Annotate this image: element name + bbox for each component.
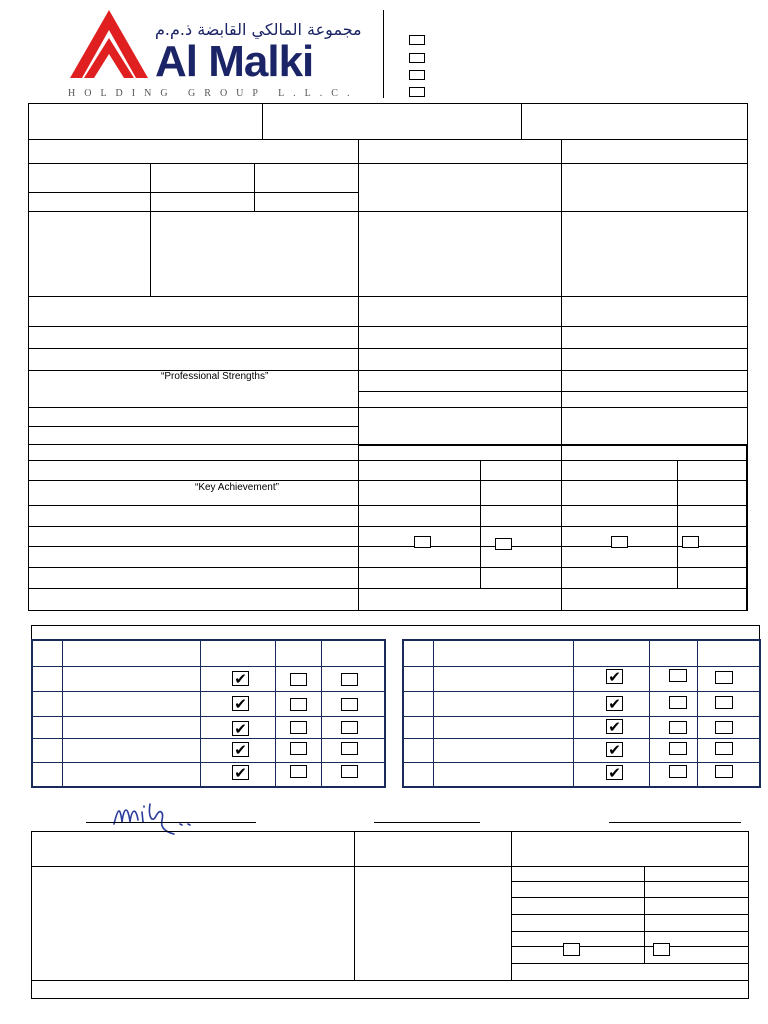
right-row1-box2[interactable] [669, 669, 687, 682]
brand-name: Al Malki [155, 37, 314, 86]
right-row4-box3[interactable] [715, 742, 733, 755]
left-row2-box2[interactable] [290, 698, 307, 711]
rating-section-frame [31, 625, 760, 639]
left-row5-box3[interactable] [341, 765, 358, 778]
left-row1-check[interactable]: ✔ [232, 671, 249, 686]
right-row3-box2[interactable] [669, 721, 687, 734]
left-row2-box3[interactable] [341, 698, 358, 711]
right-row1-box3[interactable] [715, 671, 733, 684]
right-row4-check[interactable]: ✔ [606, 742, 623, 757]
rating-table-right [402, 639, 761, 788]
right-row5-box2[interactable] [669, 765, 687, 778]
left-row5-box2[interactable] [290, 765, 307, 778]
signature-line-2 [374, 822, 480, 823]
right-row3-box3[interactable] [715, 721, 733, 734]
rating-table-left [31, 639, 386, 788]
signature-scribble [110, 798, 200, 838]
left-row4-check[interactable]: ✔ [232, 742, 249, 757]
left-row5-check[interactable]: ✔ [232, 765, 249, 780]
form-checkbox-2[interactable] [495, 538, 512, 550]
bottom-checkbox-1[interactable] [563, 943, 580, 956]
right-row5-check[interactable]: ✔ [606, 765, 623, 780]
right-row2-box2[interactable] [669, 696, 687, 709]
brand-tagline: HOLDING GROUP L.L.C. [68, 88, 359, 99]
left-row1-box2[interactable] [290, 673, 307, 686]
left-row1-box3[interactable] [341, 673, 358, 686]
key-achievement-label: “Key Achievement” [195, 482, 279, 493]
left-row2-check[interactable]: ✔ [232, 696, 249, 711]
left-row4-box2[interactable] [290, 742, 307, 755]
right-row2-check[interactable]: ✔ [606, 696, 623, 711]
form-checkbox-3[interactable] [611, 536, 628, 548]
professional-strengths-label: “Professional Strengths” [161, 371, 269, 382]
right-row5-box3[interactable] [715, 765, 733, 778]
signature-line-1 [86, 822, 256, 823]
right-row1-check[interactable]: ✔ [606, 669, 623, 684]
bottom-checkbox-2[interactable] [653, 943, 670, 956]
form-checkbox-1[interactable] [414, 536, 431, 548]
arabic-company-name: مجموعة المالكي القابضة ذ.م.م [155, 20, 362, 39]
signature-line-3 [609, 822, 741, 823]
form-checkbox-4[interactable] [682, 536, 699, 548]
left-row4-box3[interactable] [341, 742, 358, 755]
right-row4-box2[interactable] [669, 742, 687, 755]
left-row3-check[interactable]: ✔ [232, 721, 249, 736]
left-row3-box3[interactable] [341, 721, 358, 734]
right-row2-box3[interactable] [715, 696, 733, 709]
right-row3-check[interactable]: ✔ [606, 719, 623, 734]
left-row3-box2[interactable] [290, 721, 307, 734]
